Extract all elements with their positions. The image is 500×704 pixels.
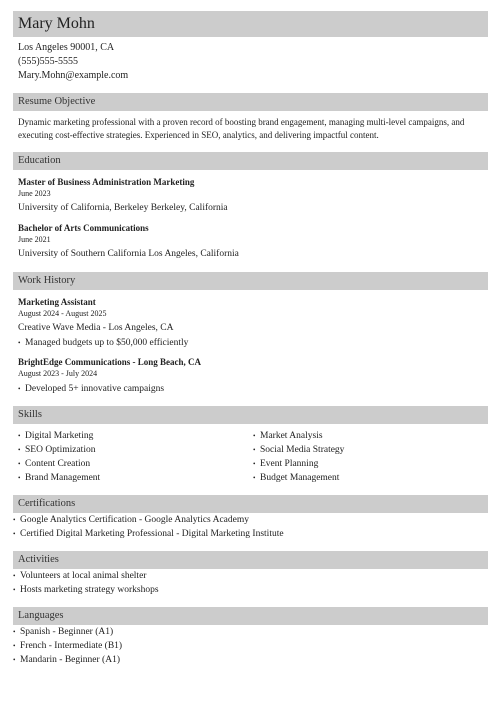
degree: Master of Business Administration Marketing <box>18 177 195 187</box>
list-item: • French - Intermediate (B1) <box>13 639 488 653</box>
job-bullets <box>18 336 488 350</box>
contact-block <box>18 41 488 83</box>
job-title: Marketing Assistant <box>18 297 96 307</box>
list-item: • Certified Digital Marketing Professional - Digital Marketing Institute <box>13 527 488 541</box>
list-item: • Hosts marketing strategy workshops <box>13 583 488 597</box>
skills-left-column <box>18 429 253 485</box>
job-bullets <box>18 382 488 396</box>
education-entry <box>18 222 488 262</box>
work-entry <box>18 296 488 350</box>
skills-right-column <box>253 429 488 485</box>
skill-item: • Content Creation <box>18 457 253 471</box>
skills-grid <box>18 429 488 485</box>
list-item: • Mandarin - Beginner (A1) <box>13 653 488 667</box>
certifications-list <box>13 513 488 541</box>
school: University of Southern California Los Angeles, California <box>18 249 239 259</box>
address: Los Angeles 90001, CA <box>18 42 115 53</box>
list-item: • Developed 5+ innovative campaigns <box>18 382 488 396</box>
degree: Bachelor of Arts Communications <box>18 223 149 233</box>
section-heading-education: Education <box>13 152 488 170</box>
section-heading-activities: Activities <box>13 551 488 569</box>
skill-item: • Social Media Strategy <box>253 443 488 457</box>
resume-page <box>13 11 488 667</box>
list-item: • Google Analytics Certification - Google Analytics Academy <box>13 513 488 527</box>
job-dates: August 2023 - July 2024 <box>18 369 98 378</box>
list-item: • Spanish - Beginner (A1) <box>13 625 488 639</box>
section-heading-languages: Languages <box>13 607 488 625</box>
skill-item: • Brand Management <box>18 471 253 485</box>
email: Mary.Mohn@example.com <box>18 70 129 81</box>
list-item: • Volunteers at local animal shelter <box>13 569 488 583</box>
skill-item: • Budget Management <box>253 471 488 485</box>
skill-item: • SEO Optimization <box>18 443 253 457</box>
work-entry <box>18 356 488 396</box>
company: Creative Wave Media - Los Angeles, CA <box>18 323 174 333</box>
job-dates: August 2024 - August 2025 <box>18 309 107 318</box>
objective-text: Dynamic marketing professional with a proven record of boosting brand engagement, managing multi-level campaigns, and executing cost-effective strategies. Experienced in SEO, analytics, and delivering impactful content. <box>18 117 465 140</box>
school: University of California, Berkeley Berkeley, California <box>18 203 228 213</box>
phone: (555)555-5555 <box>18 56 78 67</box>
skill-item: • Digital Marketing <box>18 429 253 443</box>
list-item: • Managed budgets up to $50,000 efficiently <box>18 336 488 350</box>
section-heading-skills: Skills <box>13 406 488 424</box>
job-title: BrightEdge Communications - Long Beach, CA <box>18 357 202 367</box>
section-heading-work-history: Work History <box>13 272 488 290</box>
activities-list <box>13 569 488 597</box>
skill-item: • Market Analysis <box>253 429 488 443</box>
graduation-date: June 2021 <box>18 235 51 244</box>
languages-list <box>13 625 488 667</box>
section-heading-certifications: Certifications <box>13 495 488 513</box>
candidate-name: Mary Mohn <box>13 11 488 37</box>
education-entry <box>18 176 488 216</box>
graduation-date: June 2023 <box>18 189 51 198</box>
section-heading-objective: Resume Objective <box>13 93 488 111</box>
skill-item: • Event Planning <box>253 457 488 471</box>
